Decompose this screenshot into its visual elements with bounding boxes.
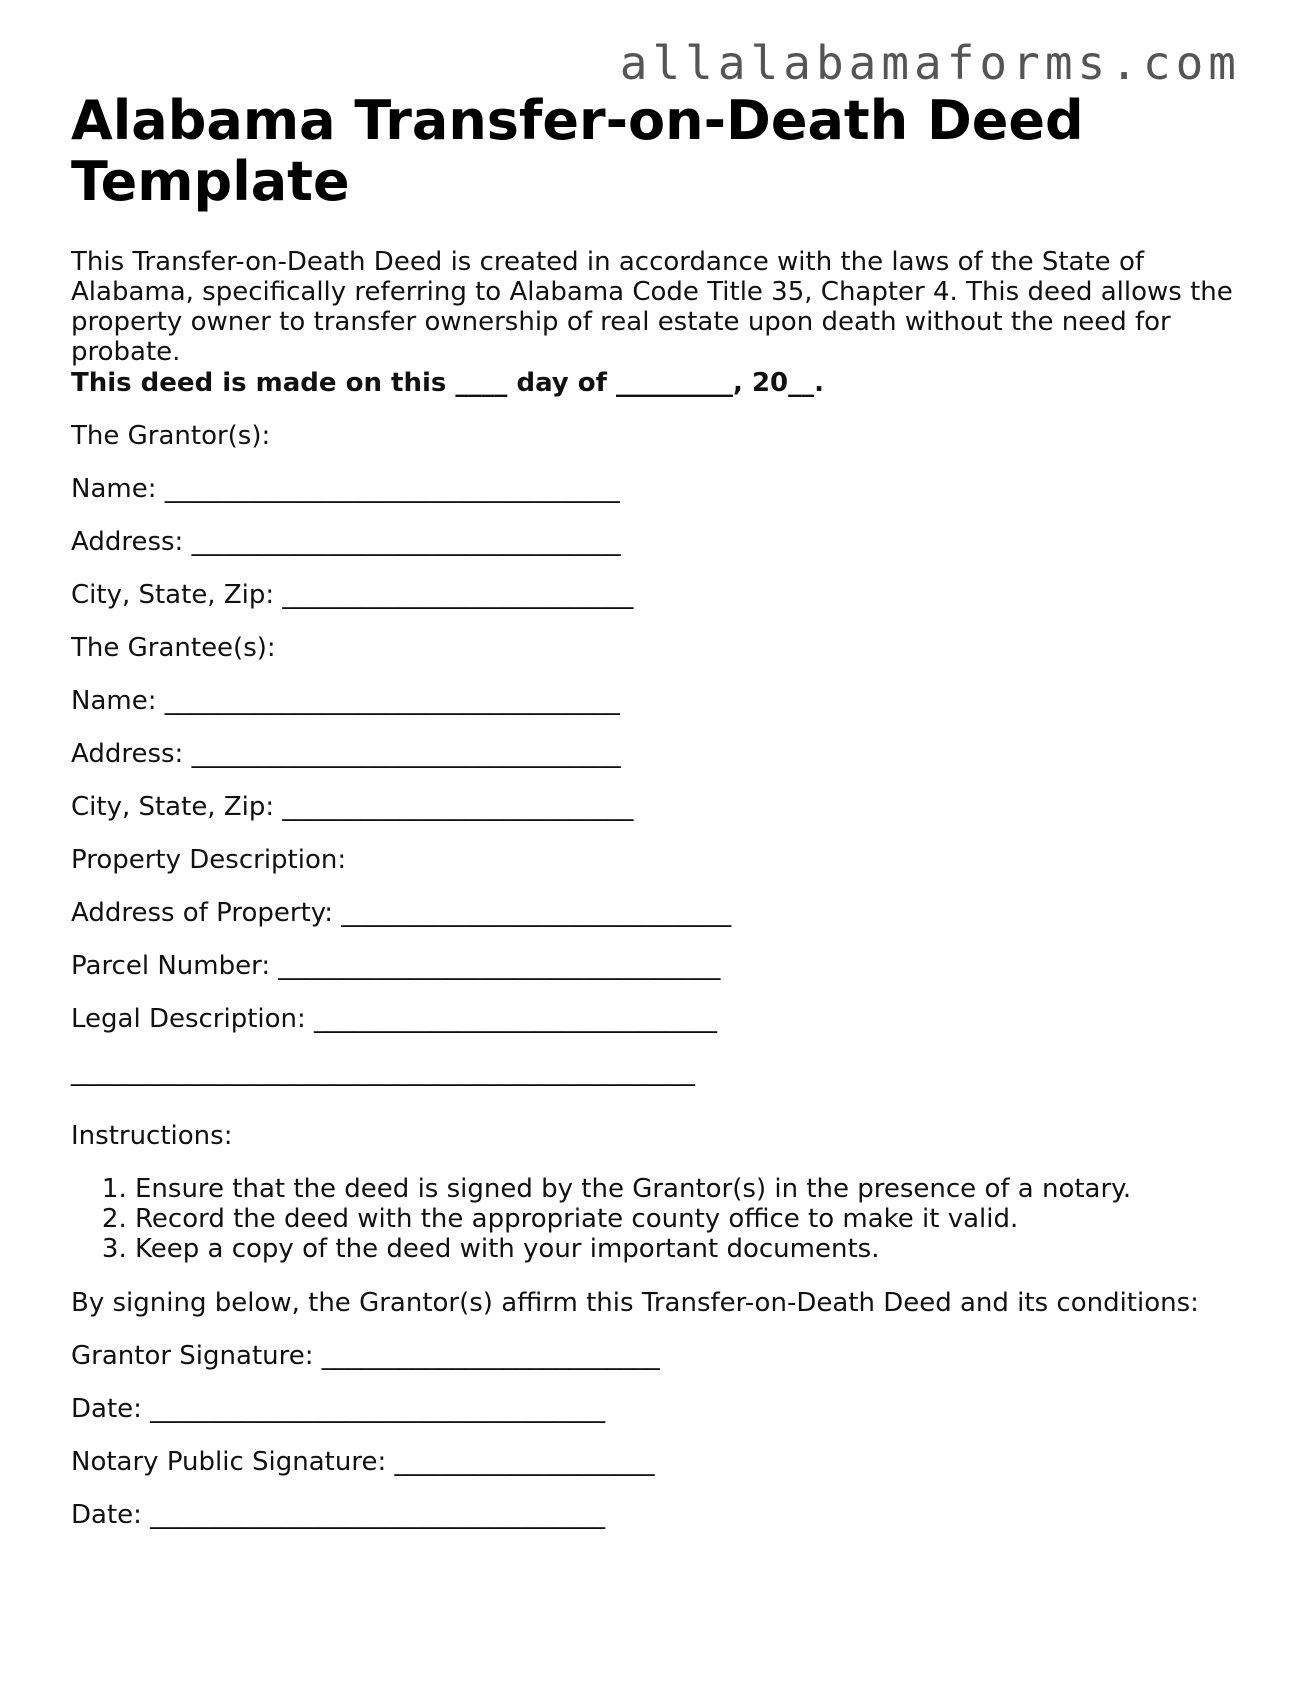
signing-affirmation: By signing below, the Grantor(s) affirm this Transfer-on-Death Deed and its conditions: [71,1288,1199,1318]
legal-description-field[interactable]: Legal Description: _______________________________ [71,1004,718,1034]
property-heading: Property Description: [71,845,347,875]
site-watermark: allalabamaforms.com [619,36,1241,90]
parcel-number-field[interactable]: Parcel Number: __________________________________ [71,951,721,981]
grantor-heading: The Grantor(s): [71,421,271,451]
grantee-heading: The Grantee(s): [71,633,276,663]
instruction-item: 3. Keep a copy of the deed with your important documents. [135,1234,1131,1264]
property-address-field[interactable]: Address of Property: ______________________________ [71,898,732,928]
instructions-list [71,1174,1131,1264]
instruction-item: 1. Ensure that the deed is signed by the Grantor(s) in the presence of a notary. [135,1174,1131,1204]
notary-date-field[interactable]: Date: ___________________________________ [71,1500,606,1530]
grantor-city-state-zip-field[interactable]: City, State, Zip: ___________________________ [71,580,634,610]
grantee-name-field[interactable]: Name: ___________________________________ [71,686,620,716]
deed-date-line: This deed is made on this ____ day of _________, 20__. [71,368,825,398]
grantor-signature-field[interactable]: Grantor Signature: __________________________ [71,1341,660,1371]
instruction-item: 2. Record the deed with the appropriate county office to make it valid. [135,1204,1131,1234]
grantor-address-field[interactable]: Address: _________________________________ [71,527,621,557]
intro-paragraph: This Transfer-on-Death Deed is created in accordance with the laws of the State of Alabama, specifically referring to Alabama Code Title 35, Chapter 4. This deed allows the property owner to transfer ownership of real estate upon death without the need for probate. [71,247,1233,367]
grantor-name-field[interactable]: Name: ___________________________________ [71,474,620,504]
legal-description-continuation-field[interactable]: ________________________________________________ [71,1057,695,1087]
grantor-date-field[interactable]: Date: ___________________________________ [71,1394,606,1424]
grantee-city-state-zip-field[interactable]: City, State, Zip: ___________________________ [71,792,634,822]
instructions-heading: Instructions: [71,1121,233,1151]
notary-signature-field[interactable]: Notary Public Signature: ____________________ [71,1447,655,1477]
document-title: Alabama Transfer-on-Death Deed Template [71,89,1084,213]
grantee-address-field[interactable]: Address: _________________________________ [71,739,621,769]
